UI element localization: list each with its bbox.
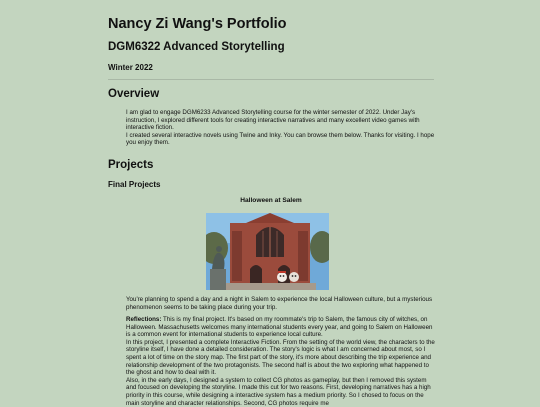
overview-heading: Overview xyxy=(108,88,160,100)
reflection-text: This is my final project. It's based on my roommate's trip to Salem, the famous city of witches, on Halloween. Massachusetts welcomes many international students every year, and going to Salem on Halloween is a common event for international students to experience local culture. xyxy=(126,316,433,339)
final-projects-heading: Final Projects xyxy=(108,180,161,189)
projects-heading: Projects xyxy=(108,159,154,171)
page-title: Nancy Zi Wang's Portfolio xyxy=(108,16,287,32)
overview-text xyxy=(126,109,436,147)
project-description: You're planning to spend a day and a night in Salem to experience the local Halloween culture, but a mysterious phenomenon seems to be taking place during your trip. xyxy=(126,296,433,311)
project-title[interactable]: Halloween at Salem xyxy=(240,197,302,204)
course-title: DGM6322 Advanced Storytelling xyxy=(108,41,285,53)
reflection-label: Reflections: xyxy=(126,316,162,323)
divider xyxy=(108,79,434,80)
project-reflections xyxy=(126,316,436,407)
reflection-paragraph xyxy=(126,316,436,339)
project-image[interactable] xyxy=(206,213,329,290)
term-label: Winter 2022 xyxy=(108,63,153,72)
reflection-paragraph: Also, in the early days, I designed a system to collect CG photos as gameplay, but then I removed this system and focused on developing the storyline. I made this cut for two reasons. First, developing narratives has a high priority in this course, while designing a interactive system has a medium priority. So I chosed to focus on the main storyline and character relationships. Second, CG photos require me xyxy=(126,376,431,407)
overview-line: I am glad to engage DGM6233 Advanced Storytelling course for the winter semester of 2022. Under Jay's instruction, I explored different tools for creating interactive narratives and many excellent video games with interactive fiction. xyxy=(126,109,420,132)
overview-line: I created several interactive novels using Twine and Inky. You can browse them below. Thanks for visiting. I hope you enjoy them. xyxy=(126,131,435,147)
reflection-paragraph: In this project, I presented a complete Interactive Fiction. From the setting of the world view, the characters to the storyline itself, I have done a detailed consideration. The story's logic is what I am concerned about most, so I spent a lot of time on the story map. The first part of the story, it's more about describing the trip experience and relationship development of the two protagonists. The second half is about the two exploring what happened to the ghost and how to deal with it. xyxy=(126,338,435,377)
